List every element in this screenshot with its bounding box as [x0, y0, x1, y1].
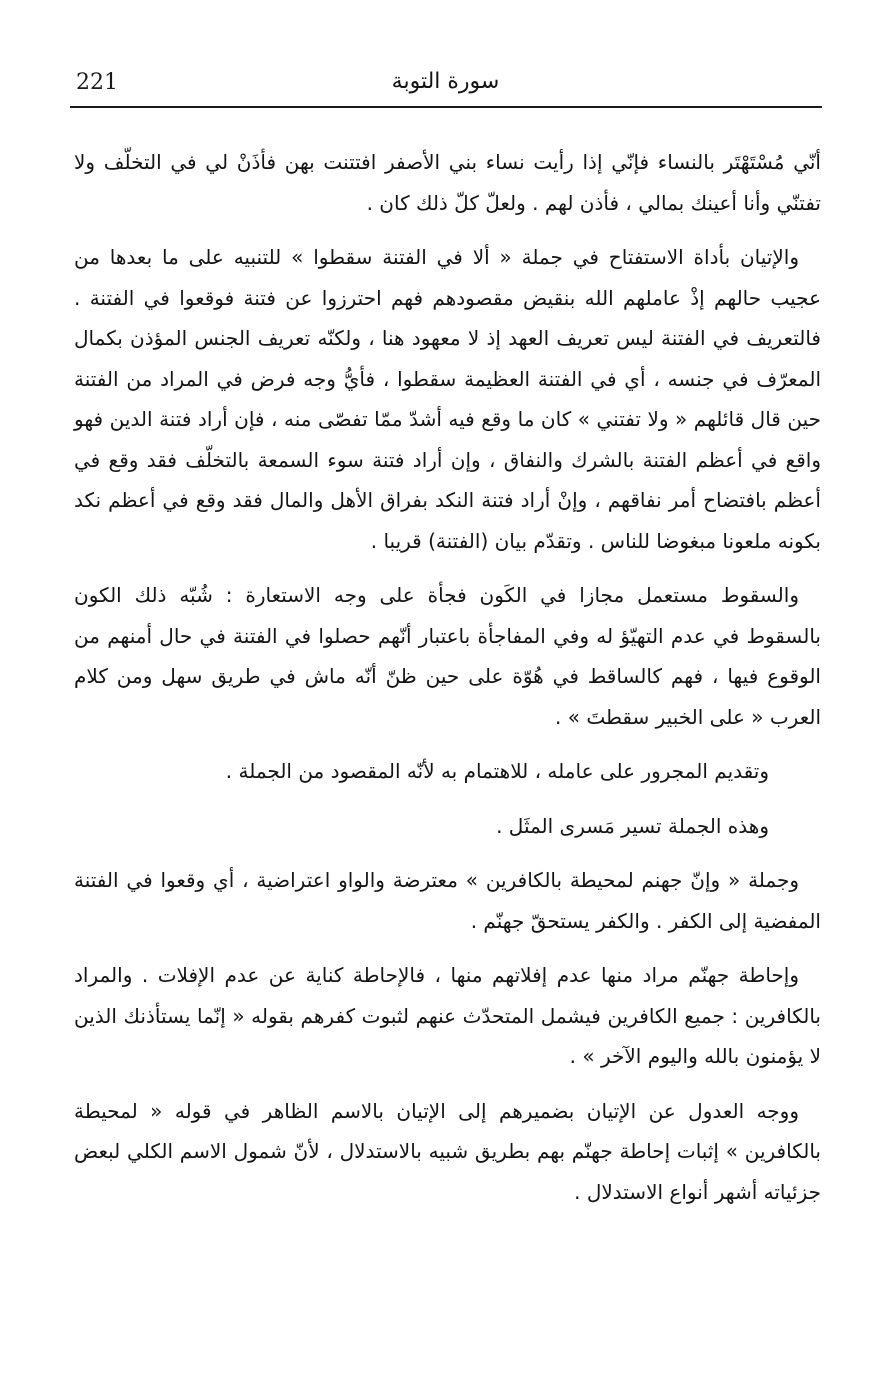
page-number: 221 — [76, 70, 118, 95]
paragraph: والإتيان بأداة الاستفتاح في جملة « ألا في الفتنة سقطوا » للتنبيه على ما بعدها من عجيب حالهم إذْ عاملهم الله بنقيض مقصودهم فهم احترزوا عن فتنة فوقعوا في الفتنة . فالتعريف في الفتنة ليس تعريف العهد إذ لا معهود هنا ، ولكنّه تعريف الجنس المؤذن بكمال المعرّف في جنسه ، أي في الفتنة العظيمة سقطوا ، فأيُّ وجه فرض في المراد من الفتنة حين قال قائلهم « ولا تفتني » كان ما وقع فيه أشدّ ممّا تفصّى منه ، فإن أراد فتنة الدين فهو واقع في أعظم الفتنة بالشرك والنفاق ، وإن أراد فتنة سوء السمعة بالتخلّف فقد وقع في أعظم بافتضاح أمر نفاقهم ، وإنْ أراد فتنة النكد بفراق الأهل والمال فقد وقع في أعظم نكد بكونه ملعونا مبغوضا للناس . وتقدّم بيان (الفتنة) قريبا . — [74, 245, 821, 553]
page-header — [0, 0, 891, 120]
paragraph: وإحاطة جهنّم مراد منها عدم إفلاتهم منها ، فالإحاطة كناية عن عدم الإفلات . والمراد بالكافرين : جميع الكافرين فيشمل المتحدّث عنهم لثبوت كفرهم بقوله « إنّما يستأذنك الذين لا يؤمنون بالله واليوم الآخر » . — [74, 963, 821, 1068]
paragraph: ووجه العدول عن الإتيان بضميرهم إلى الإتيان بالاسم الظاهر في قوله « لمحيطة بالكافرين » إثبات إحاطة جهنّم بهم بطريق شبيه بالاستدلال ، لأنّ شمول الاسم الكلي لبعض جزئياته أشهر أنواع الاستدلال . — [74, 1098, 821, 1204]
running-title: سورة التوبة — [391, 69, 500, 94]
paragraph: وهذه الجملة تسير مَسرى المثَل . — [496, 813, 769, 838]
paragraph: والسقوط مستعمل مجازا في الكَون فجأة على وجه الاستعارة : شُبّه ذلك الكون بالسقوط في عدم التهيّؤ له وفي المفاجأة باعتبار أنّهم حصلوا في الفتنة في حال أمنهم من الوقوع فيها ، فهم كالساقط في هُوّة على حين ظنّ أنّه ماش في طريق سهل ومن كلام العرب « على الخبير سقطتَ » . — [74, 583, 821, 729]
paragraph: وجملة « وإنّ جهنم لمحيطة بالكافرين » معترضة والواو اعتراضية ، أي وقعوا في الفتنة المفضية إلى الكفر . والكفر يستحقّ جهنّم . — [74, 868, 821, 933]
header-rule — [70, 106, 822, 108]
body-text — [74, 142, 821, 1226]
paragraph: وتقديم المجرور على عامله ، للاهتمام به لأنّه المقصود من الجملة . — [225, 759, 769, 783]
paragraph: أنّي مُسْتَهْتَر بالنساء فإنّي إذا رأيت نساء بني الأصفر افتتنت بهن فأذَنْ لي في التخلّف ولا تفتنّي وأنا أعينك بمالي ، فأذن لهم . ولعلّ كلّ ذلك كان . — [74, 150, 821, 215]
